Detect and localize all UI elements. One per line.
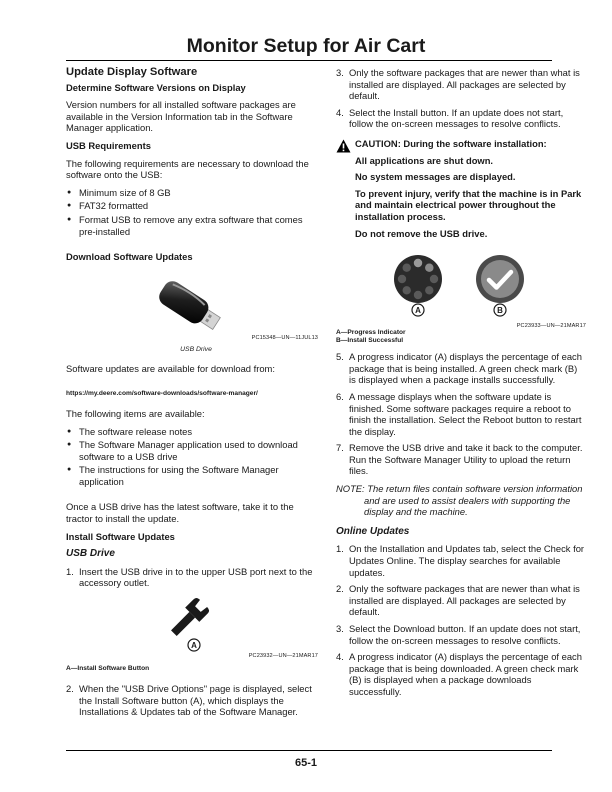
usb-requirements-text: The following requirements are necessary to download the software onto the USB: [66,157,309,181]
list-item: 4. Select the Install button. If an update does not start, follow the on-screen messages to resolve conflicts. [336,106,564,130]
list-item: 4. A progress indicator (A) displays the percentage of each package that is being downloaded. A green check mark (B) is displayed when a package downloads successfully. [336,651,582,697]
list-item: ● Minimum size of 8 GB [66,187,318,199]
items-list [66,426,318,488]
online-updates-heading: Online Updates [336,525,410,537]
figure-label-b: B [497,306,503,316]
footer-rule [66,750,552,751]
install-heading: Install Software Updates [66,530,175,542]
title-rule [66,60,552,61]
progress-figure [336,253,586,330]
list-item: 2. Only the software packages that are newer than what is installed are displayed. All packages are selected by default. [336,583,580,618]
wrench-icon [66,595,318,653]
caution-line: To prevent injury, verify that the machine is in Park and maintain electrical power throughout the installation process. [355,187,582,222]
download-heading: Download Software Updates [66,251,193,263]
figure-label-a: A [415,306,421,316]
list-item: ● The instructions for using the Software Manager application [66,464,318,487]
caution-block [336,138,586,239]
figure-legend-a: A—Progress Indicator [336,329,406,337]
green-check-mark-icon [476,255,524,303]
download-url[interactable]: https://my.deere.com/software-downloads/software-manager/ [66,390,258,398]
list-item: ● The software release notes [66,426,318,438]
list-item: 7. Remove the USB drive and take it back to the computer. Run the Software Manager Utility to upload the return files. [336,442,583,477]
list-item: 6. A message displays when the software update is finished. Some software packages require a reboot to finish the installation. Select the Reboot button to restart the display. [336,390,582,437]
section-heading: Update Display Software [66,66,198,78]
list-item: ● Format USB to remove any extra software that comes pre-installed [66,214,318,237]
progress-figure-code: PC23933—UN—21MAR17 [516,323,586,330]
warning-icon [336,139,351,153]
caution-title: CAUTION: During the software installation: [355,137,547,149]
after-items-text: Once a USB drive has the latest software, take it to the tractor to install the update. [66,501,294,525]
figure-legend-b: B—Install Successful [336,337,404,345]
usb-figure-caption: USB Drive [180,345,212,353]
usb-requirements-list [66,187,318,237]
page-number: 65-1 [294,757,318,769]
usb-drive-subheading: USB Drive [66,548,115,560]
usb-requirements-heading: USB Requirements [66,139,151,151]
left-column [66,67,318,724]
caution-line: No system messages are displayed. [355,171,516,183]
progress-figure-graphic [336,253,586,317]
note-text: NOTE: The return files contain software version information and are used to assist dealers with supporting the display and the machine. [336,483,583,518]
progress-indicator-icon [394,255,442,303]
online-steps-list [336,543,586,697]
caution-line: Do not remove the USB drive. [355,227,488,239]
list-item: 2. When the "USB Drive Options" page is displayed, select the Install Software button (A), which displays the Installations & Updates tab of the Software Manager. [66,683,312,718]
list-item: 1. Insert the USB drive in to the upper USB port next to the accessory outlet. [66,565,313,589]
versions-text: Version numbers for all installed software packages are available in the Version Information tab in the Software Manager application. [66,99,296,134]
install-software-figure [66,595,318,665]
list-item: ● The Software Manager application used to download software to a USB drive [66,439,318,462]
right-column [336,67,586,704]
list-item: 3. Only the software packages that are newer than what is installed are displayed. All packages are selected by default. [336,67,580,102]
items-intro: The following items are available: [66,407,205,419]
usb-figure-code: PC15348—UN—11JUL13 [251,334,318,341]
wrench-figure-code: PC23932—UN—21MAR17 [248,653,318,660]
wrench-figure-legend: A—Install Software Button [66,665,150,673]
install-steps-list-right-continued [336,351,586,477]
usb-drive-icon [66,269,318,341]
install-steps-list-continued [66,683,318,718]
list-item: 1. On the Installation and Updates tab, select the Check for Updates Online. The display searches for available updates. [336,543,585,578]
download-text: Software updates are available for download from: [66,362,275,374]
list-item: 5. A progress indicator (A) displays the percentage of each package that is being installed. A green check mark (B) is displayed when a package installs successfully. [336,351,582,386]
install-steps-list [66,566,318,589]
list-item: 3. Select the Download button. If an update does not start, follow the on-screen messages to resolve conflicts. [336,623,581,646]
page-title: Monitor Setup for Air Cart [186,35,426,57]
caution-line: All applications are shut down. [355,154,494,166]
install-steps-list-right [336,67,586,130]
list-item: ● FAT32 formatted [66,200,318,212]
usb-drive-figure [66,269,318,355]
figure-label-a: A [191,641,197,651]
versions-heading: Determine Software Versions on Display [66,81,246,93]
